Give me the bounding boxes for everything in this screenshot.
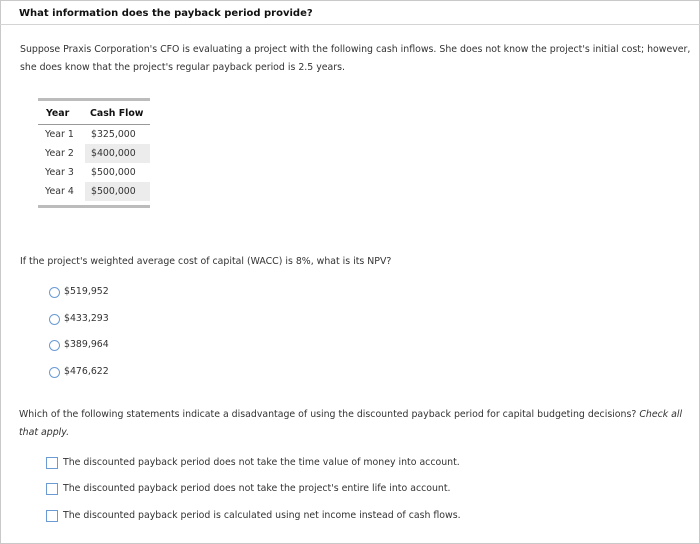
table-bottom-rule <box>38 205 150 208</box>
option-label: The discounted payback period does not take the project's entire life into account. <box>63 483 451 494</box>
option-label: $476,622 <box>64 366 109 377</box>
cell-year: Year 3 <box>45 167 74 178</box>
checkbox[interactable] <box>46 457 58 469</box>
table-row <box>38 163 150 182</box>
title-divider <box>0 24 700 25</box>
checkbox[interactable] <box>46 510 58 522</box>
cell-cash-flow: $500,000 <box>91 167 136 178</box>
option-label: The discounted payback period is calculated using net income instead of cash flows. <box>63 510 461 521</box>
option-label: The discounted payback period does not take the time value of money into account. <box>63 457 460 468</box>
cell-year: Year 4 <box>45 186 74 197</box>
radio-button[interactable] <box>49 287 60 298</box>
option-label: $433,293 <box>64 313 109 324</box>
checkbox[interactable] <box>46 483 58 495</box>
table-top-rule <box>38 98 150 101</box>
cell-cash-flow: $400,000 <box>85 144 150 163</box>
option-label: $389,964 <box>64 339 109 350</box>
table-row <box>38 182 150 201</box>
table-row <box>38 125 150 144</box>
disadvantage-question <box>19 406 691 442</box>
header-year: Year <box>46 108 70 119</box>
table-header-row <box>38 108 150 124</box>
radio-button[interactable] <box>49 367 60 378</box>
radio-button[interactable] <box>49 314 60 325</box>
table-row <box>38 144 150 163</box>
radio-button[interactable] <box>49 340 60 351</box>
option-label: $519,952 <box>64 286 109 297</box>
question-text: Which of the following statements indicate a disadvantage of using the discounted payback period for capital budgeting decisions? <box>19 409 637 420</box>
cell-cash-flow: $325,000 <box>91 129 136 140</box>
npv-question: If the project's weighted average cost of capital (WACC) is 8%, what is its NPV? <box>20 256 392 267</box>
cell-year: Year 1 <box>45 129 74 140</box>
cash-flow-table <box>38 98 150 210</box>
cell-cash-flow: $500,000 <box>85 182 150 201</box>
intro-paragraph: Suppose Praxis Corporation's CFO is evaluating a project with the following cash inflows. She does not know the project's initial cost; however, she does know that the project's regular payback period is 2.5 years. <box>20 44 691 73</box>
cell-year: Year 2 <box>45 148 74 159</box>
header-cash-flow: Cash Flow <box>90 108 144 119</box>
question-title: What information does the payback period provide? <box>19 8 313 19</box>
question-instruction: Check all that apply. <box>19 409 683 438</box>
